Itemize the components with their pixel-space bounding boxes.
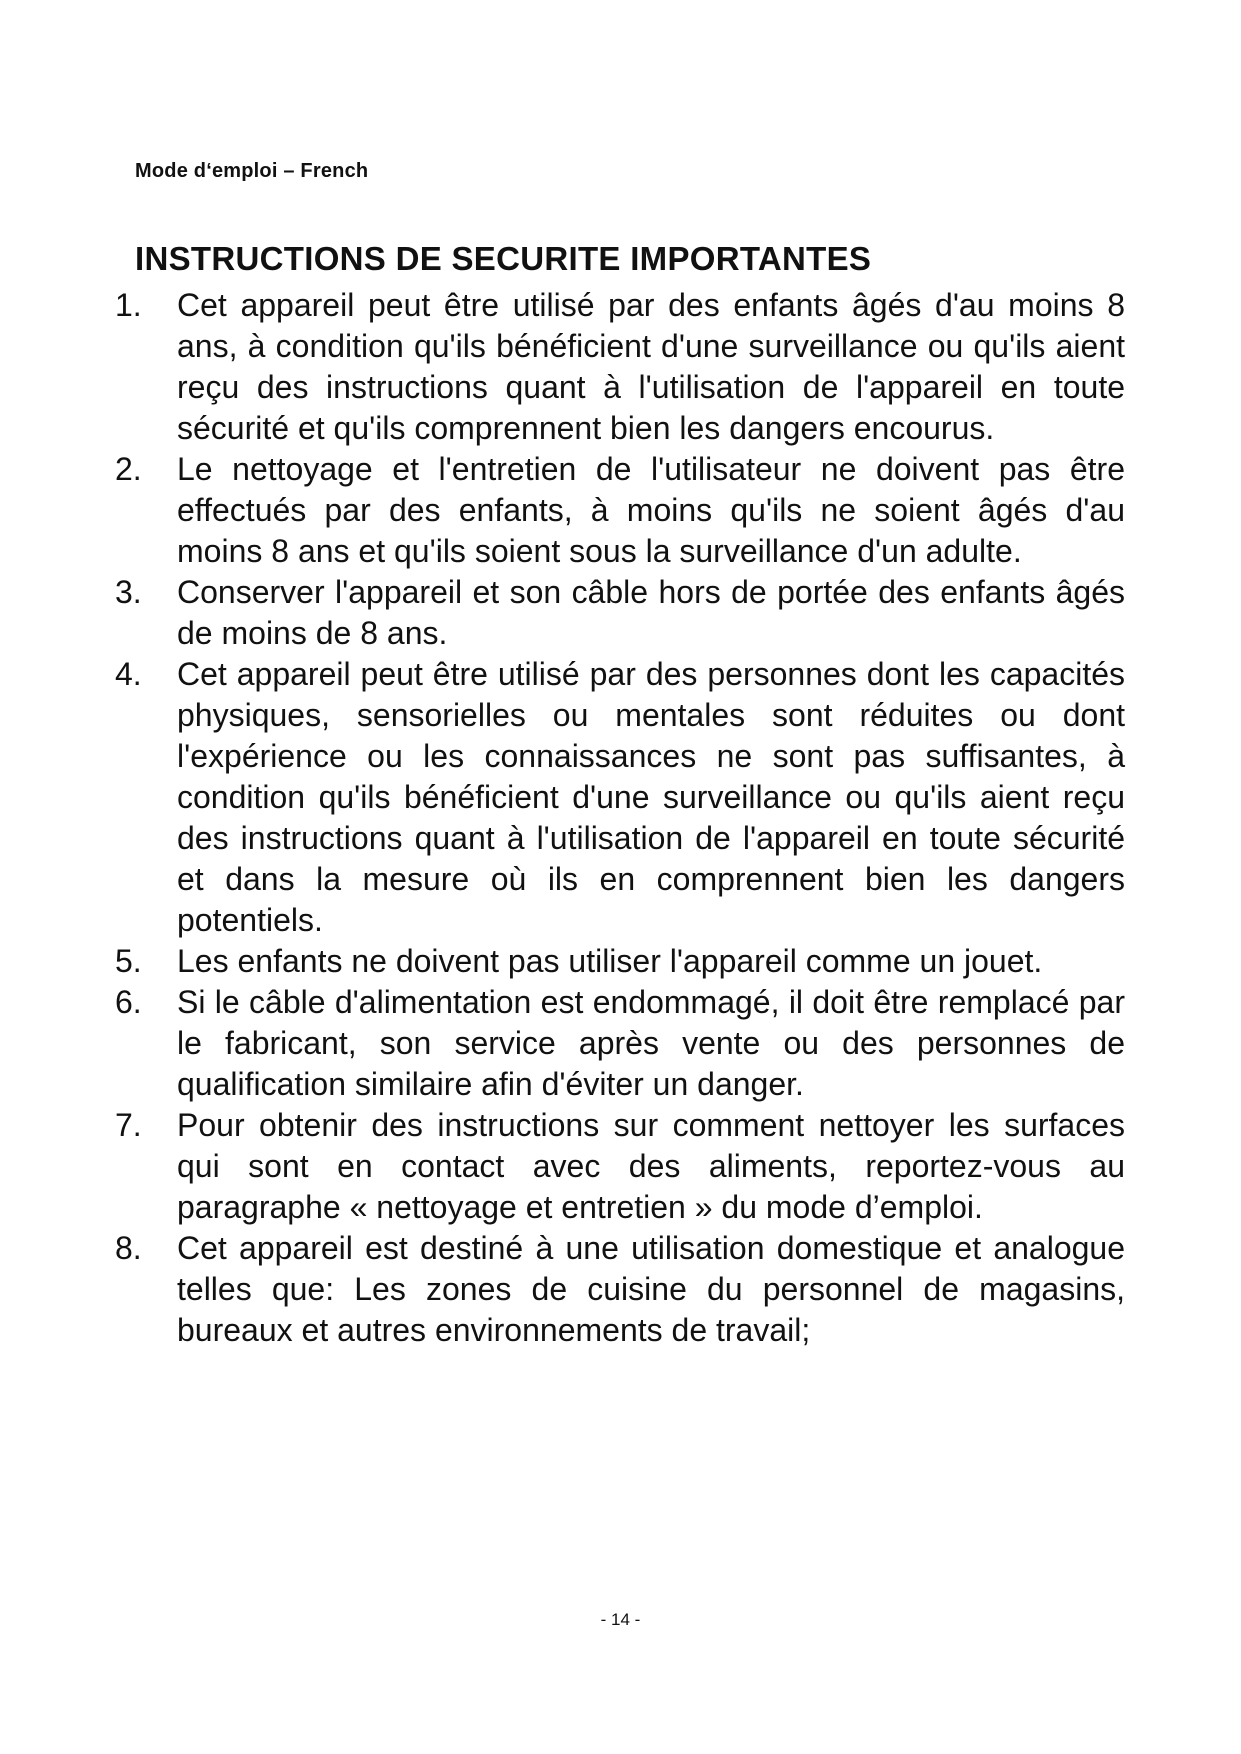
section-title: INSTRUCTIONS DE SECURITE IMPORTANTES — [135, 240, 872, 277]
item-text: Cet appareil peut être utilisé par des personnes dont les capacités physiques, sensorielles ou mentales sont réduites ou dont l'expérience ou les connaissances ne sont pas suffisantes, à condition qu'ils bénéficient d'une surveillance ou qu'ils aient reçu des instructions quant à l'utilisation de l'appareil en toute sécurité et dans la mesure où ils en comprennent bien les dangers potentiels. — [177, 656, 1125, 938]
item-text: Cet appareil peut être utilisé par des enfants âgés d'au moins 8 ans, à condition qu'ils bénéficient d'une surveillance ou qu'ils aient reçu des instructions quant à l'utilisation de l'appareil en toute sécurité et qu'ils comprennent bien les dangers encourus. — [177, 287, 1125, 446]
item-text: Le nettoyage et l'entretien de l'utilisateur ne doivent pas être effectués par des enfants, à moins qu'ils ne soient âgés d'au moins 8 ans et qu'ils soient sous la surveillance d'un adulte. — [177, 451, 1125, 569]
list-item — [115, 285, 1125, 449]
list-item — [115, 654, 1125, 941]
list-item — [115, 1105, 1125, 1228]
list-item — [115, 982, 1125, 1105]
item-text: Cet appareil est destiné à une utilisation domestique et analogue telles que: Les zones de cuisine du personnel de magasins, bureaux et autres environnements de travail; — [177, 1230, 1125, 1348]
page-number: - 14 - — [600, 1610, 641, 1629]
item-number: 6. — [115, 984, 142, 1020]
safety-instructions-list — [115, 285, 1125, 1351]
item-number: 2. — [115, 451, 142, 487]
item-number: 8. — [115, 1230, 142, 1266]
item-text: Pour obtenir des instructions sur comment nettoyer les surfaces qui sont en contact avec des aliments, reportez-vous au paragraphe « nettoyage et entretien » du mode d’emploi. — [177, 1107, 1125, 1225]
item-text: Les enfants ne doivent pas utiliser l'appareil comme un jouet. — [177, 943, 1043, 979]
item-number: 4. — [115, 656, 142, 692]
item-text: Conserver l'appareil et son câble hors de portée des enfants âgés de moins de 8 ans. — [177, 574, 1125, 651]
list-item — [115, 572, 1125, 654]
list-item — [115, 1228, 1125, 1351]
list-item — [115, 449, 1125, 572]
item-number: 1. — [115, 287, 142, 323]
item-number: 3. — [115, 574, 142, 610]
item-number: 7. — [115, 1107, 142, 1143]
list-item — [115, 941, 1125, 982]
item-number: 5. — [115, 943, 142, 979]
item-text: Si le câble d'alimentation est endommagé, il doit être remplacé par le fabricant, son service après vente ou des personnes de qualification similaire afin d'éviter un danger. — [177, 984, 1125, 1102]
document-header: Mode d‘emploi – French — [135, 160, 369, 182]
